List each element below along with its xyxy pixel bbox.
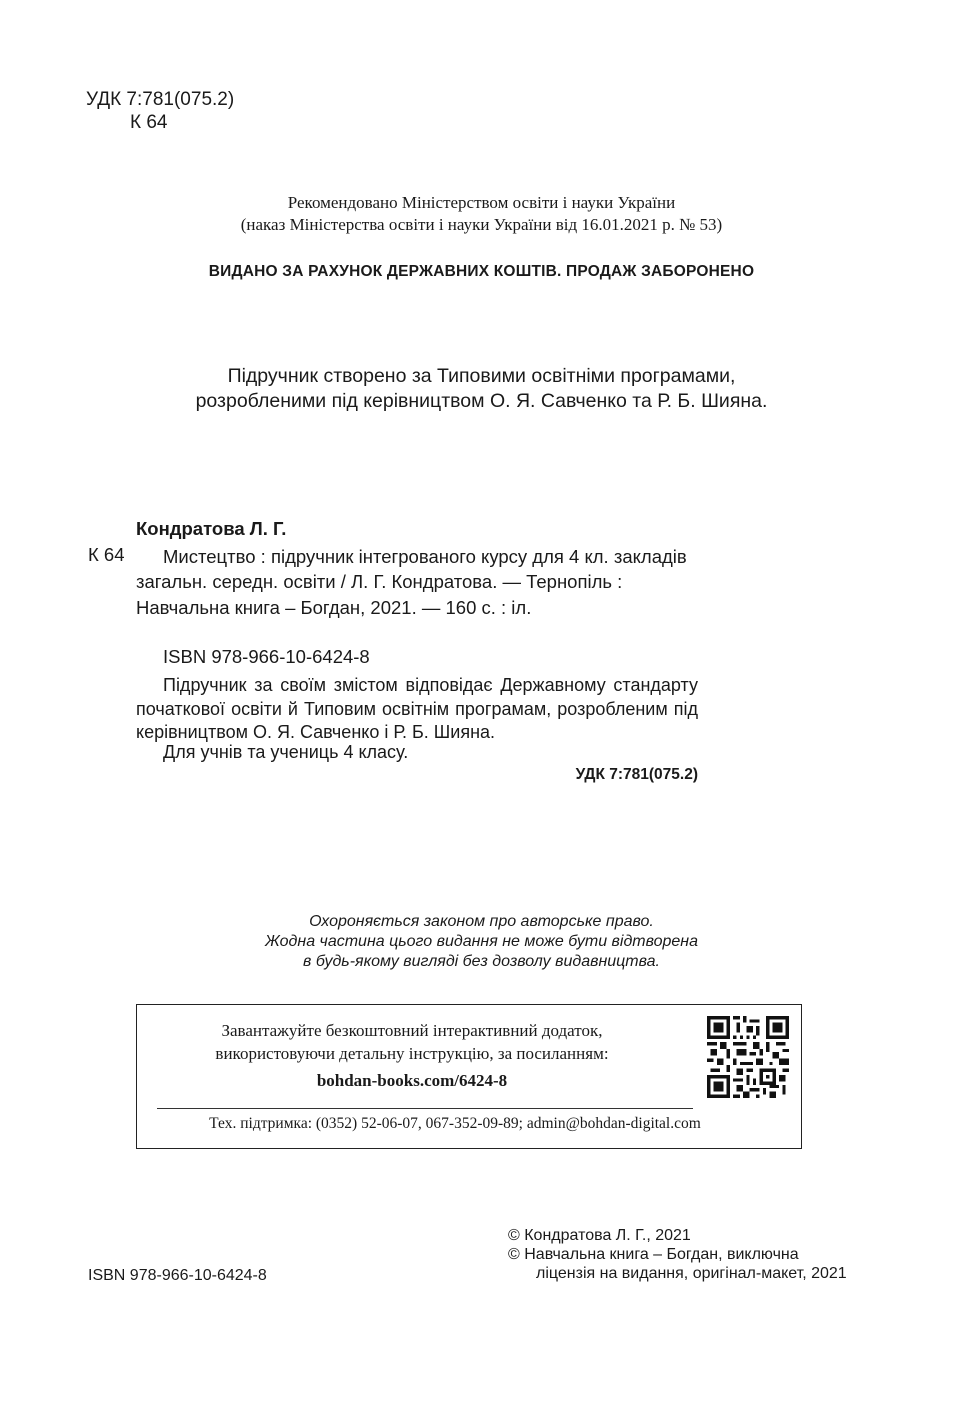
download-line-2: використовуючи детальну інструкцію, за посиланням: bbox=[215, 1044, 609, 1063]
catalog-udk: УДК 7:781(075.2) bbox=[575, 766, 698, 783]
program-statement bbox=[0, 364, 963, 414]
download-link[interactable]: bohdan-books.com/6424-8 bbox=[316, 1071, 508, 1090]
digital-supplement-box bbox=[136, 1004, 802, 1149]
catalog-audience: Для учнів та учениць 4 класу. bbox=[163, 742, 409, 762]
download-instructions bbox=[177, 1019, 647, 1092]
state-funds-notice: ВИДАНО ЗА РАХУНОК ДЕРЖАВНИХ КОШТІВ. ПРОДАЖ ЗАБОРОНЕНО bbox=[208, 263, 755, 280]
copyright-license: ліцензія на видання, оригінал-макет, 2021 bbox=[536, 1265, 847, 1282]
divider bbox=[157, 1108, 693, 1109]
catalog-isbn: ISBN 978-966-10-6424-8 bbox=[163, 646, 370, 667]
ministry-recommendation bbox=[0, 192, 963, 236]
download-line-1: Завантажуйте безкоштовний інтерактивний додаток, bbox=[221, 1021, 603, 1040]
copyright-law-notice bbox=[0, 912, 963, 972]
catalog-description: Мистецтво : підручник інтегрованого курсу для 4 кл. закладів загальн. середн. освіти / Л. Г. Кондратова. — Тернопіль : Навчальна книга – Богдан, 2021. — 160 с. : іл. bbox=[136, 546, 687, 618]
copyright-law-line-2: Жодна частина цього видання не може бути відтворена bbox=[264, 933, 699, 950]
copyright-law-line-3: в будь-якому вигляді без дозволу видавництва. bbox=[303, 953, 660, 970]
copyright-block bbox=[508, 1226, 847, 1283]
copyright-law-line-1: Охороняється законом про авторське право. bbox=[309, 913, 654, 930]
catalog-author: Кондратова Л. Г. bbox=[136, 518, 287, 539]
copyright-author: © Кондратова Л. Г., 2021 bbox=[508, 1227, 691, 1244]
tech-support: Тех. підтримка: (0352) 52-06-07, 067-352-09-89; admin@bohdan-digital.com bbox=[209, 1115, 701, 1132]
qr-code-icon[interactable] bbox=[707, 1016, 789, 1098]
author-cipher: К 64 bbox=[130, 112, 168, 133]
catalog-annotation: Підручник за своїм змістом відповідає Державному стандарту початкової освіти й Типовим освітнім програмам, розробленим під керівництвом О. Я. Савченко і Р. Б. Шияна. bbox=[136, 675, 698, 742]
udk-header bbox=[86, 88, 234, 134]
program-line-1: Підручник створено за Типовими освітніми програмами, bbox=[227, 365, 736, 387]
recommendation-line-1: Рекомендовано Міністерством освіти і науки України bbox=[287, 193, 676, 212]
program-line-2: розробленими під керівництвом О. Я. Савченко та Р. Б. Шияна. bbox=[195, 390, 768, 412]
isbn-footer: ISBN 978-966-10-6424-8 bbox=[88, 1267, 267, 1284]
recommendation-line-2: (наказ Міністерства освіти і науки України від 16.01.2021 р. № 53) bbox=[240, 215, 723, 234]
udk-code: УДК 7:781(075.2) bbox=[86, 89, 235, 110]
copyright-publisher: © Навчальна книга – Богдан, виключна bbox=[508, 1246, 799, 1263]
catalog-cipher: К 64 bbox=[88, 544, 125, 565]
